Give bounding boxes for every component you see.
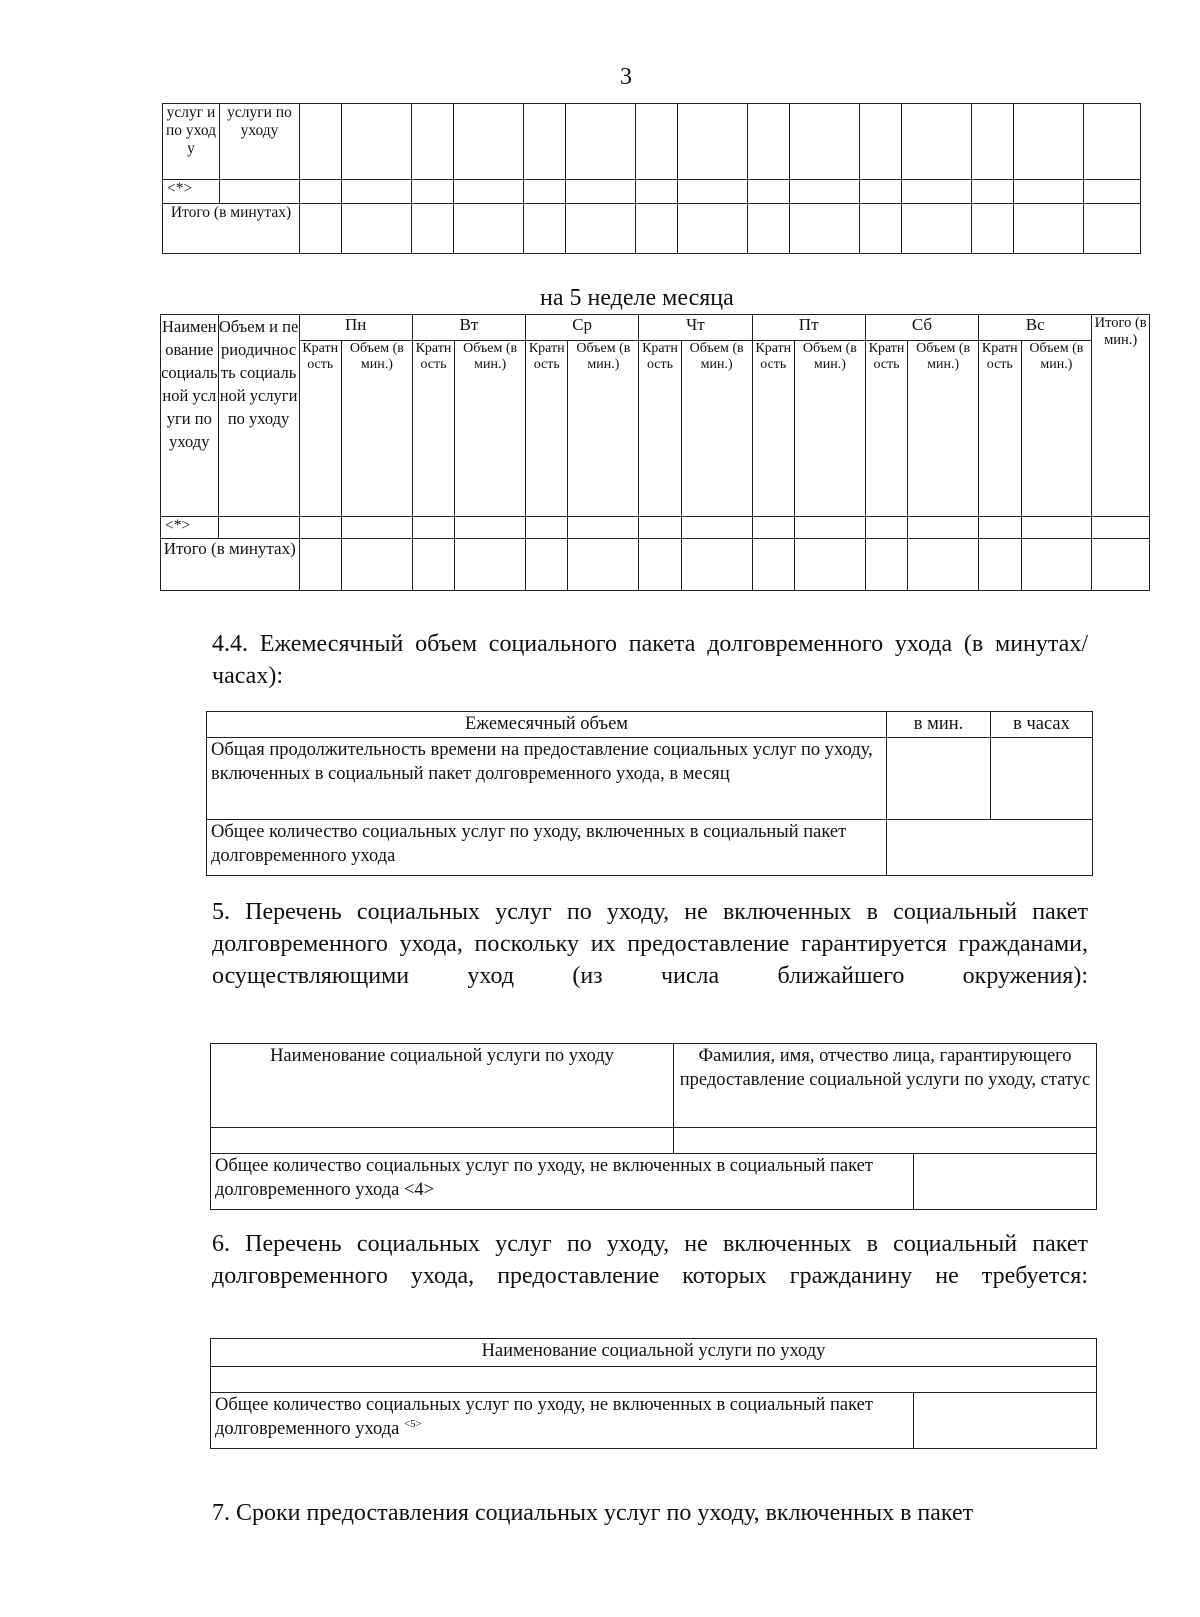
col-minutes: в мин.: [887, 712, 991, 738]
col-guarantor: Фамилия, имя, отчество лица, гарантирующего предоставление социальной услуги по уходу, статус: [674, 1044, 1097, 1128]
monthly-volume-table: [206, 711, 1093, 876]
day-tue: Вт: [412, 315, 525, 341]
not-required-table: [210, 1338, 1097, 1449]
day-sun: Вс: [979, 315, 1092, 341]
sub-volume: Объем (в мин.): [795, 341, 866, 517]
family-care-table: [210, 1043, 1097, 1210]
service-name-cell: услуг и по уходу: [163, 104, 220, 180]
section-5-text: 5. Перечень социальных услуг по уходу, не включенных в социальный пакет долговременного ухода, поскольку их предоставление гарантируется гражданами, осуществляющими уход (из числа ближайшего окружения):: [212, 899, 1088, 989]
total-count-row: Общее количество социальных услуг по уходу, включенных в социальный пакет долговременного ухода: [207, 820, 887, 876]
not-included-count-row: Общее количество социальных услуг по уходу, не включенных в социальный пакет долговременного ухода <4>: [211, 1154, 914, 1210]
footnote-row-label: <*>: [161, 517, 219, 539]
monthly-volume-header: Ежемесячный объем: [207, 712, 887, 738]
not-required-count-row: Общее количество социальных услуг по уходу, не включенных в социальный пакет долговременного ухода $^{<5>}$: [211, 1393, 914, 1449]
sub-volume: Объем (в мин.): [568, 341, 639, 517]
sub-volume: Объем (в мин.): [341, 341, 412, 517]
week5-schedule-table: [160, 314, 1150, 591]
continued-schedule-table: [162, 103, 1141, 254]
sub-volume: Объем (в мин.): [908, 341, 979, 517]
section-6-text: 6. Перечень социальных услуг по уходу, не включенных в социальный пакет долговременного ухода, предоставление которых гражданину не требуется:: [212, 1231, 1088, 1289]
total-minutes-label: Итого (в минутах): [163, 204, 300, 254]
sub-frequency: Кратность: [752, 341, 794, 517]
col-total-min: Итого (в мин.): [1092, 315, 1150, 517]
page-number: 3: [620, 64, 632, 90]
sub-frequency: Кратность: [865, 341, 907, 517]
footnote-5: <5>: [403, 1418, 422, 1431]
sub-volume: Объем (в мин.): [681, 341, 752, 517]
col-service-name: Наименование социальной услуги по уходу: [161, 315, 219, 517]
total-duration-row: Общая продолжительность времени на предоставление социальных услуг по уходу, включенных в социальный пакет долговременного ухода, в месяц: [207, 738, 887, 820]
day-sat: Сб: [865, 315, 978, 341]
service-volume-cell: услуги по уходу: [220, 104, 300, 180]
sub-volume: Объем (в мин.): [1021, 341, 1092, 517]
total-minutes-label: Итого (в минутах): [161, 539, 300, 591]
week5-heading: на 5 неделе месяца: [540, 285, 734, 311]
sub-frequency: Кратность: [526, 341, 568, 517]
section-4-4-text: 4.4. Ежемесячный объем социального пакета долговременного ухода (в минутах/часах):: [212, 631, 1088, 689]
sub-volume: Объем (в мин.): [455, 341, 526, 517]
section-7-text: 7. Сроки предоставления социальных услуг по уходу, включенных в пакет: [212, 1500, 974, 1526]
sub-frequency: Кратность: [979, 341, 1021, 517]
sub-frequency: Кратность: [639, 341, 681, 517]
footnote-row-label: <*>: [163, 180, 220, 204]
col-service-name: Наименование социальной услуги по уходу: [211, 1339, 1097, 1367]
day-fri: Пт: [752, 315, 865, 341]
day-thu: Чт: [639, 315, 752, 341]
day-mon: Пн: [299, 315, 412, 341]
col-hours: в часах: [991, 712, 1093, 738]
col-service-name: Наименование социальной услуги по уходу: [211, 1044, 674, 1128]
sub-frequency: Кратность: [299, 341, 341, 517]
sub-frequency: Кратность: [412, 341, 454, 517]
day-wed: Ср: [526, 315, 639, 341]
col-volume-periodicity: Объем и периодичность социальной услуги по уходу: [218, 315, 299, 517]
